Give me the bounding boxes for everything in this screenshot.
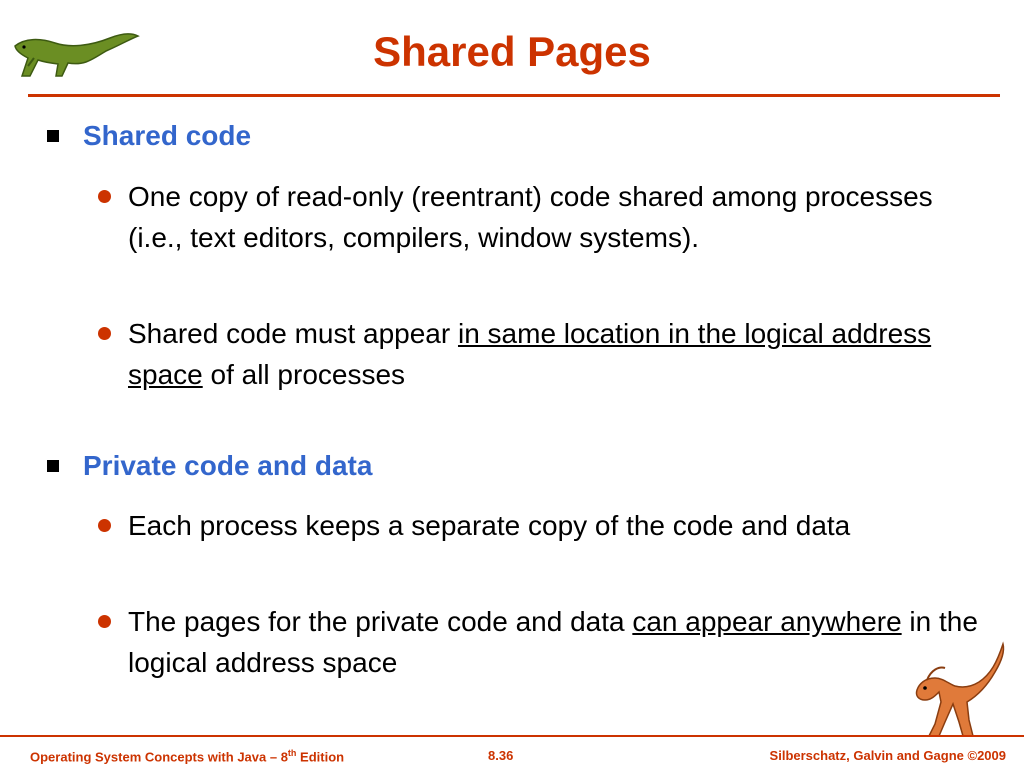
footer-copyright: Silberschatz, Galvin and Gagne ©2009: [769, 748, 1006, 763]
dot-bullet-icon: [98, 190, 111, 203]
underlined-phrase: in same location in the logical address space: [128, 318, 932, 390]
slide-title: Shared Pages: [373, 28, 651, 75]
dinosaur-icon: [905, 638, 1010, 746]
dot-bullet-icon: [98, 519, 111, 532]
dot-bullet-icon: [98, 327, 111, 340]
page-number: 8.36: [488, 748, 514, 763]
dot-bullet-icon: [98, 615, 111, 628]
square-bullet-icon: [47, 130, 59, 142]
footer-divider: [0, 735, 1024, 737]
square-bullet-icon: [47, 460, 59, 472]
footer-course-title: Operating System Concepts with Java – 8th Edition: [30, 748, 345, 765]
title-divider: [28, 94, 1000, 97]
underlined-phrase: can appear anywhere: [632, 606, 902, 637]
